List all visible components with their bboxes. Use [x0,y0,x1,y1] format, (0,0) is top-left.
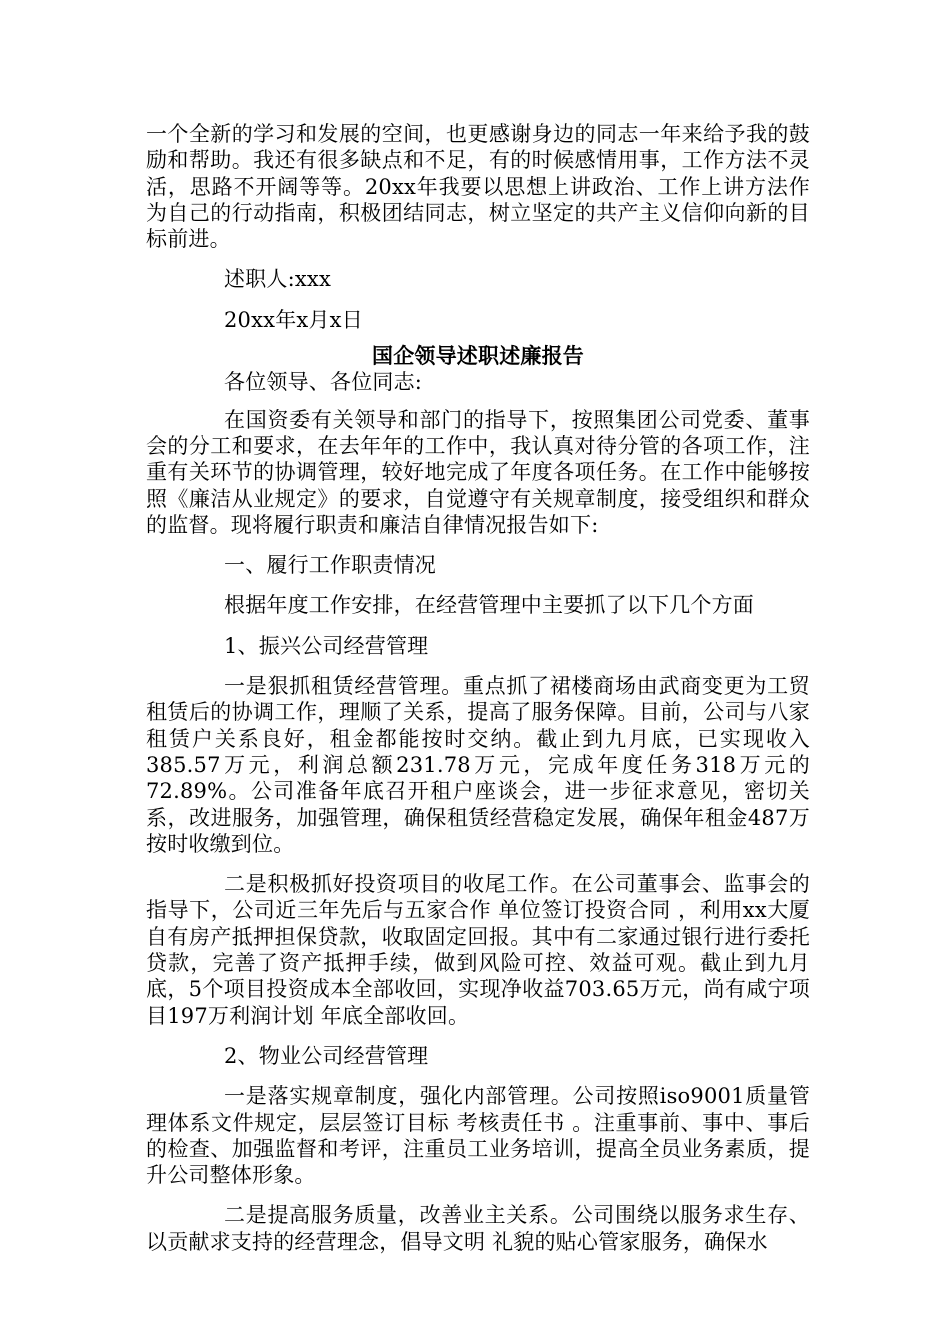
subsection-heading: 1、振兴公司经营管理 [224,633,429,658]
paragraph-service: 二是提高服务质量，改善业主关系。公司围绕以服务求生存、以贡献求支持的经营理念，倡导文明 礼貌的贴心管家服务，确保水 [146,1203,810,1254]
document-body [146,121,810,1255]
paragraph-rules: 一是落实规章制度，强化内部管理。公司按照iso9001质量管理体系文件规定，层层签订目标 考核责任书 。注重事前、事中、事后的检查、加强监督和考评，注重员工业务培训，提高全员业务素质，提升公司整体形象。 [146,1084,810,1188]
paragraph-rental: 一是狠抓租赁经营管理。重点抓了裙楼商场由武商变更为工贸租赁后的协调工作，理顺了关系，提高了服务保障。目前，公司与八家租赁户关系良好，租金都能按时交纳。截止到九月底，已实现收入385.57万元，利润总额231.78万元，完成年度任务318万元的72.89%。公司准备年底召开租户座谈会，进一步征求意见，密切关系，改进服务，加强管理，确保租赁经营稳定发展，确保年租金487万按时收缴到位。 [146,674,810,856]
section-heading: 一、履行工作职责情况 [224,553,436,578]
subsection-heading: 2、物业公司经营管理 [224,1043,429,1068]
document-title: 国企领导述职述廉报告 [372,343,584,369]
paragraph-intro: 一个全新的学习和发展的空间，也更感谢身边的同志一年来给予我的鼓励和帮助。我还有很多缺点和不足，有的时候感情用事，工作方法不灵活，思路不开阔等等。20xx年我要以思想上讲政治、工作上讲方法作为自己的行动指南，积极团结同志，树立坚定的共产主义信仰向新的目标前进。 [146,122,810,252]
salutation: 各位领导、各位同志: [224,370,423,395]
paragraph-arrangement: 根据年度工作安排，在经营管理中主要抓了以下几个方面 [224,593,754,618]
paragraph-investment: 二是积极抓好投资项目的收尾工作。在公司董事会、监事会的指导下，公司近三年先后与五家合作 单位签订投资合同 ，利用xx大厦自有房产抵押担保贷款，收取固定回报。其中有二家通过银行进行委托贷款，完善了资产抵押手续，做到风险可控、效益可观。截止到九月底，5个项目投资成本全部收回，实现净收益703.65万元，尚有咸宁项目197万利润计划 年底全部收回。 [146,872,810,1028]
paragraph-opening: 在国资委有关领导和部门的指导下，按照集团公司党委、董事会的分工和要求，在去年年的工作中，我认真对待分管的各项工作，注重有关环节的协调管理，较好地完成了年度各项任务。在工作中能够按照《廉洁从业规定》的要求，自觉遵守有关规章制度，接受组织和群众的监督。现将履行职责和廉洁自律情况报告如下: [146,407,810,537]
date-line: 20xx年x月x日 [224,307,363,332]
signature-line: 述职人:xxx [224,267,332,292]
